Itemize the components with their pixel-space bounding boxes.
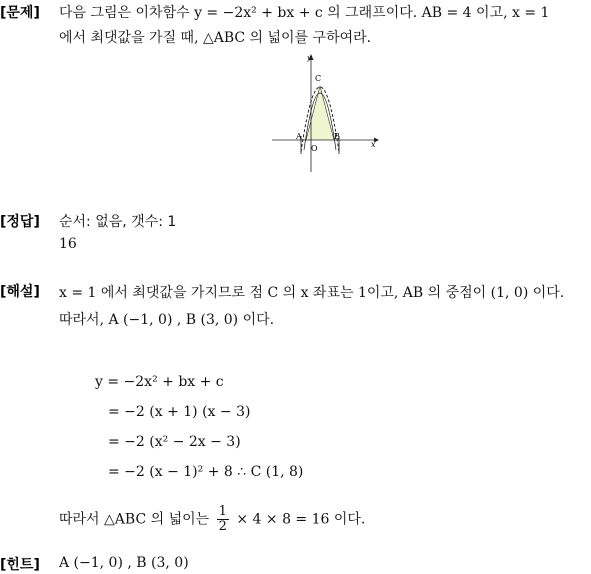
graph-label-x: x: [371, 140, 376, 149]
answer-value: 16: [59, 236, 77, 252]
graph-label-o: O: [311, 144, 318, 153]
hint-text: A (−1, 0) , B (3, 0): [59, 555, 189, 571]
problem-text-line-1: 다음 그림은 이차함수 y = −2x² + bx + c 의 그래프이다. AB = 4 이고, x = 1: [59, 5, 550, 21]
conclusion-post: × 4 × 8 = 16 이다.: [236, 511, 366, 528]
graph-label-a: A: [296, 132, 302, 141]
parabola-graph: [270, 48, 382, 176]
graph-label-b: B: [334, 132, 340, 141]
solution-line-1: x = 1 에서 최댓값을 가지므로 점 C 의 x 좌표는 1이고, AB 의 중점이 (1, 0) 이다.: [59, 285, 565, 301]
problem-text-line-2: 에서 최댓값을 가질 때, △ABC 의 넓이를 구하여라.: [59, 30, 372, 46]
equation-3: = −2 (x² − 2x − 3): [108, 434, 241, 450]
answer-meta: 순서: 없음, 갯수: 1: [59, 214, 177, 230]
solution-line-2: 따라서, A (−1, 0) , B (3, 0) 이다.: [59, 312, 275, 328]
conclusion-pre: 따라서 △ABC 의 넓이는: [59, 511, 210, 528]
problem-label: [문제]: [0, 5, 40, 21]
fraction-denominator: 2: [218, 519, 227, 534]
graph-label-y: y: [307, 54, 311, 62]
solution-label: [해설]: [0, 284, 40, 300]
answer-label: [정답]: [0, 214, 40, 230]
fraction-numerator: 1: [218, 504, 227, 519]
equation-2: = −2 (x + 1) (x − 3): [108, 404, 251, 420]
graph-label-c: C: [315, 74, 322, 83]
equation-1: y = −2x² + bx + c: [95, 374, 224, 390]
equation-4: = −2 (x − 1)² + 8 ∴ C (1, 8): [108, 464, 304, 480]
hint-label: [힌트]: [0, 557, 40, 573]
solution-conclusion: [59, 505, 365, 534]
fraction-half: [217, 505, 229, 534]
